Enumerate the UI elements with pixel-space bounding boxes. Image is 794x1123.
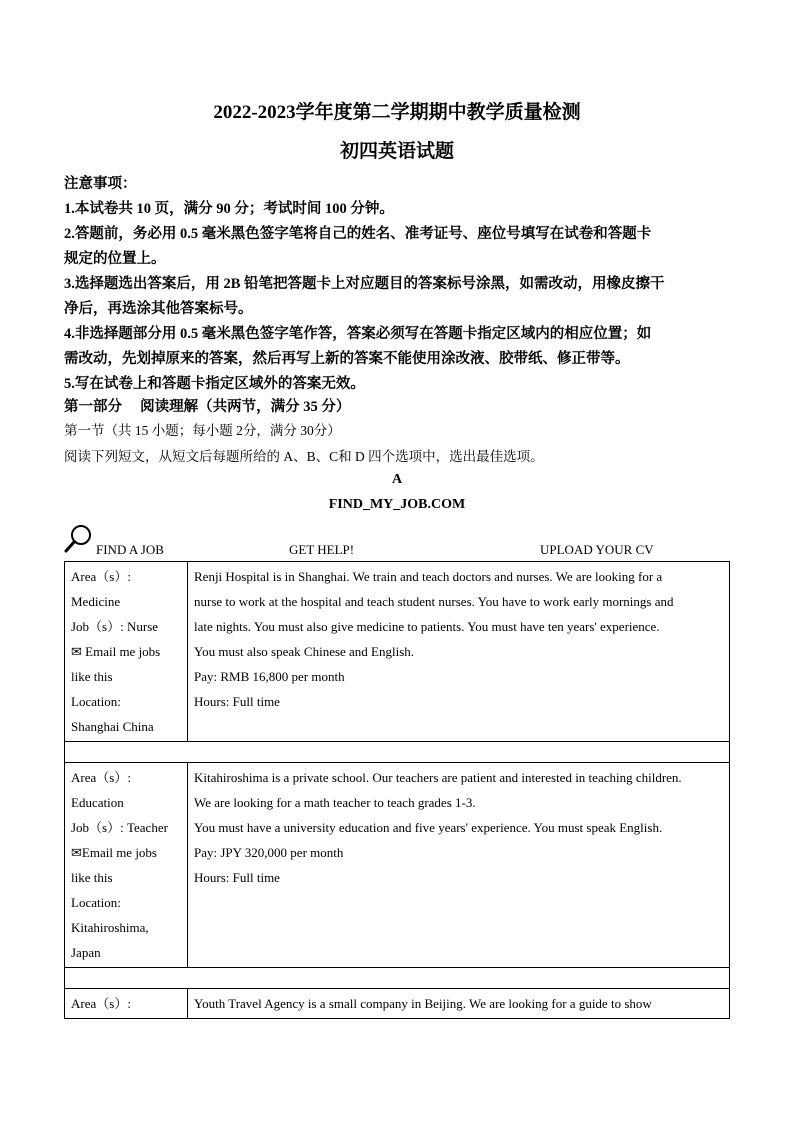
job-desc-line: late nights. You must also give medicine to patients. You must have ten years' experience.	[194, 619, 660, 634]
spacer-cell	[65, 968, 730, 989]
job-desc-line: nurse to work at the hospital and teach student nurses. You have to work early mornings and	[194, 594, 674, 609]
job-meta-cell	[65, 562, 188, 742]
job-listings-table	[64, 561, 730, 1019]
exam-subtitle: 初四英语试题	[339, 141, 454, 162]
notes-line: 规定的位置上。	[64, 251, 166, 267]
job-description-cell	[188, 562, 730, 742]
section-instruction: 阅读下列短文，从短文后每题所给的 A、B、C和 D 四个选项中，选出最佳选项。	[64, 449, 544, 464]
notes-line: 1.本试卷共 10 页，满分 90 分；考试时间 100 分钟。	[64, 201, 394, 217]
passage-label: A	[391, 472, 403, 487]
site-name: FIND_MY_JOB.COM	[328, 497, 466, 512]
notes-line: 3.选择题选出答案后，用 2B 铅笔把答题卡上对应题目的答案标号涂黑，如需改动，用橡皮擦干	[64, 276, 665, 292]
job-desc-line: Renji Hospital is in Shanghai. We train and teach doctors and nurses. We are looking for a	[194, 569, 663, 584]
email-me-jobs-link-cont[interactable]: like this	[71, 870, 113, 885]
nav-find-a-job[interactable]: FIND A JOB	[96, 542, 164, 557]
job-row	[65, 989, 730, 1019]
job-meta-line: Area（s）:	[71, 569, 131, 584]
part-title: 第一部分 阅读理解（共两节，满分 35 分）	[64, 399, 351, 415]
section-subtitle: 第一节（共 15 小题；每小题 2分，满分 30分）	[64, 423, 341, 438]
notes-line: 4.非选择题部分用 0.5 毫米黑色签字笔作答，答案必须写在答题卡指定区域内的相应位置；如	[64, 326, 652, 342]
job-meta-line: Shanghai China	[71, 719, 154, 734]
notes-heading: 注意事项：	[64, 176, 137, 192]
job-meta-line: Medicine	[71, 594, 121, 609]
table-spacer-row	[65, 742, 730, 763]
notes-line: 5.写在试卷上和答题卡指定区域外的答案无效。	[64, 376, 365, 392]
site-navbar	[64, 523, 730, 559]
job-meta-line: Job（s）: Nurse	[71, 619, 159, 634]
job-row	[65, 562, 730, 742]
nav-upload-cv[interactable]: UPLOAD YOUR CV	[540, 542, 654, 557]
job-hours: Hours: Full time	[194, 694, 280, 709]
job-meta-line: Kitahiroshima,	[71, 920, 149, 935]
job-row	[65, 763, 730, 968]
notes-line: 净后，再选涂其他答案标号。	[64, 301, 253, 317]
job-meta-line: Location:	[71, 694, 121, 709]
notes-line: 2.答题前，务必用 0.5 毫米黑色签字笔将自己的姓名、准考证号、座位号填写在试卷和答题卡	[64, 226, 652, 242]
job-meta-line: Japan	[71, 945, 101, 960]
job-desc-line: We are looking for a math teacher to teach grades 1-3.	[194, 795, 476, 810]
email-me-jobs-link[interactable]: ✉Email me jobs	[71, 845, 157, 860]
magnifier-icon	[64, 523, 94, 553]
job-meta-line: Area（s）:	[71, 996, 131, 1011]
job-desc-line: Kitahiroshima is a private school. Our teachers are patient and interested in teaching children.	[194, 770, 682, 785]
job-description-cell	[188, 763, 730, 968]
job-meta-cell	[65, 989, 188, 1019]
email-me-jobs-link[interactable]: ✉ Email me jobs	[71, 644, 161, 659]
job-meta-line: Location:	[71, 895, 121, 910]
job-description-cell	[188, 989, 730, 1019]
job-desc-line: Youth Travel Agency is a small company in Beijing. We are looking for a guide to show	[194, 996, 652, 1011]
job-meta-line: Area（s）:	[71, 770, 131, 785]
job-pay: Pay: JPY 320,000 per month	[194, 845, 344, 860]
notes-line: 需改动，先划掉原来的答案，然后再写上新的答案不能使用涂改液、胶带纸、修正带等。	[64, 351, 630, 367]
table-spacer-row	[65, 968, 730, 989]
spacer-cell	[65, 742, 730, 763]
job-meta-line: Job（s）: Teacher	[71, 820, 168, 835]
job-desc-line: You must also speak Chinese and English.	[194, 644, 415, 659]
job-meta-cell	[65, 763, 188, 968]
nav-get-help[interactable]: GET HELP!	[289, 542, 355, 557]
email-me-jobs-link-cont[interactable]: like this	[71, 669, 113, 684]
job-desc-line: You must have a university education and five years' experience. You must speak English.	[194, 820, 663, 835]
job-meta-line: Education	[71, 795, 124, 810]
job-pay: Pay: RMB 16,800 per month	[194, 669, 345, 684]
notes-block	[64, 172, 732, 397]
job-hours: Hours: Full time	[194, 870, 280, 885]
exam-title: 2022-2023学年度第二学期期中教学质量检测	[213, 102, 581, 123]
